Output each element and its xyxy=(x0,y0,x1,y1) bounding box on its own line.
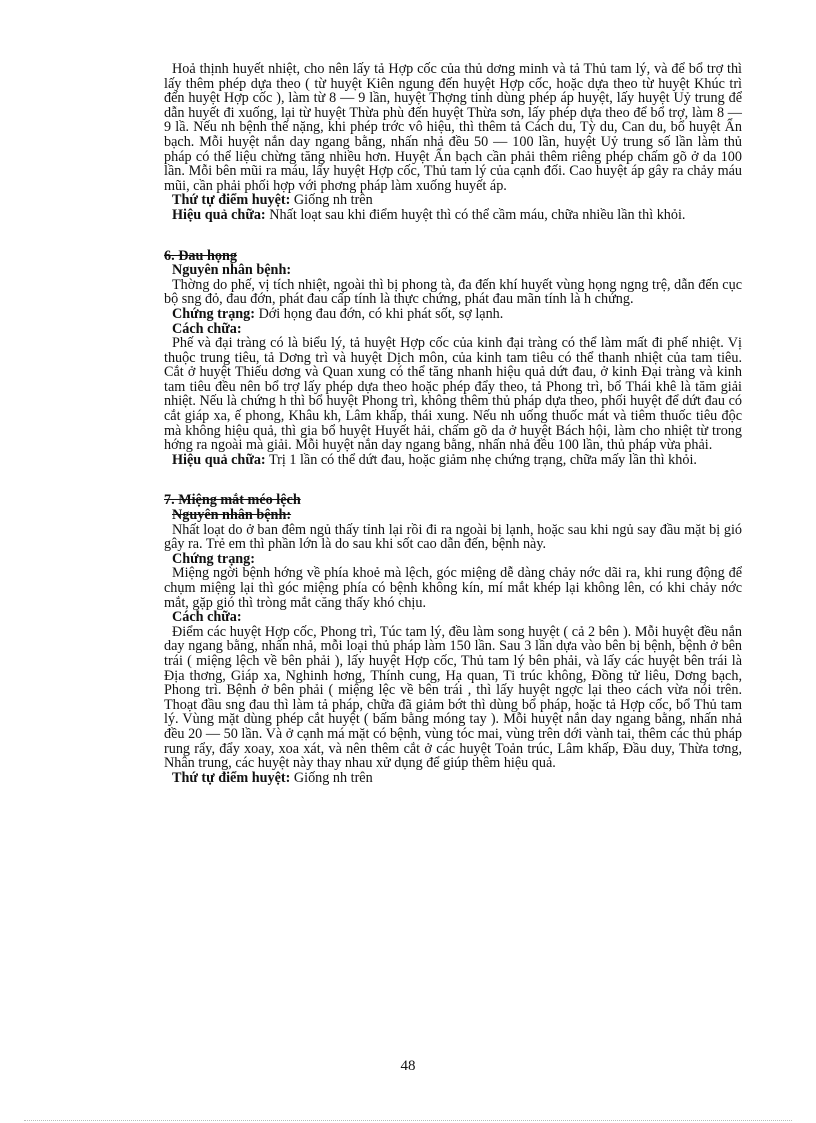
effect-label: Hiệu quả chữa: xyxy=(172,451,266,468)
treatment-text: Điểm các huyệt Hợp cốc, Phong trì, Túc tam lý, đều làm song huyệt ( cả 2 bên ). Mỗi huyệt đều nắn day ngang bằng, nhấn nhả, mỗi loại thủ pháp làm 150 lần. Sau 3 lần dựa vào bên bị bệnh, bệnh ở bên trái ( miệng lệch về bên phải ), lấy huyệt Hợp cốc, Thủ tam lý bên phải, và lấy các huyệt bên trái là Địa thơng, Giáp xa, Nghinh hơng, Thính cung, Hạ quan, Ti trúc không, Đồng tử liêu, Dơng bạch, Phong trì. Bệnh ở bên phải ( miệng lệc về bên trái , thì lấy huyệt ngợc lại theo cách vừa nói trên. Thoạt đầu sng đau thì làm tả pháp, chữa đã giảm bớt thì dùng bổ pháp, hoặc tả Hợp cốc, bổ Thủ tam lý. Vùng mặt dùng phép cắt huyệt ( bấm bằng móng tay ). Mỗi huyệt nắn day ngang bằng, nhấn nhả đều 20 — 50 lần. Và ở cạnh má mặt có bệnh, vùng tóc mai, vùng trên dới vành tai, thêm các thủ pháp rung rẩy, đẩy xoay, xoa xát, và nên thêm cắt ở các huyệt Toản trúc, Lâm khấp, Đầu duy, Thừa tơng, Nhân trung, các huyệt này thay nhau xử dụng để giúp thêm hiệu quả. xyxy=(164,623,742,772)
effect-line xyxy=(164,453,742,468)
order-label: Thứ tự điểm huyệt: xyxy=(172,769,291,786)
document-body xyxy=(164,62,742,785)
effect-label: Hiệu quả chữa: xyxy=(172,206,266,223)
effect-line xyxy=(164,208,742,223)
order-text: Giống nh trên xyxy=(293,769,373,786)
symptom-label: Chứng trạng: xyxy=(172,550,256,567)
paragraph-nosebleed-treatment: Hoả thịnh huyết nhiệt, cho nên lấy tả Hợp cốc của thủ dơng minh và tả Thủ tam lý, và để bổ trợ thì lấy thêm phép dựa theo ( từ huyệt Kiên ngung đến huyệt Hợp cốc, hoặc dựa theo từ huyệt Khúc trì đến huyệt Hợp cốc ), làm từ 8 — 9 lần, huyệt Thợng tinh dùng phép áp huyệt, lấy huyệt Uỷ trung để dẫn huyết đi xuống, lại từ huyệt Thừa phù đến huyệt Thừa sơn, lấy phép dựa theo để bổ trợ, làm 8 — 9 lầ. Nếu nh bệnh thế nặng, khi phép trớc vô hiệu, thì thêm tả Cách du, Tỳ du, Can du, bổ huyệt Ẩn bạch. Mỗi huyệt nắn day ngang bằng, nhấn nhả đều 50 — 100 lần, huyệt Uỷ trung số lần làm thủ pháp có thể liệu chừng tăng nhiều hơn. Huyệt Ẩn bạch cần phải thêm riêng phép chấm gõ ở da 100 lần. Mỗi bên mũi ra máu, lấy huyệt Hợp cốc, Thủ tam lý của cạnh đối. Cao huyệt áp gây ra chảy máu mũi, cần phải phối hợp với phơng pháp làm xuống huyết áp. xyxy=(164,61,742,194)
section-title-sore-throat: 6. Đau họng xyxy=(164,247,237,264)
symptom-text: Dới họng đau đớn, có khi phát sốt, sợ lạnh. xyxy=(258,305,504,322)
order-line xyxy=(164,193,742,208)
symptom-text: Miệng ngời bệnh hớng về phía khoẻ mà lệch, góc miệng dễ dàng chảy nớc dãi ra, khi rung động để chụm miệng lại thì góc miệng phía có bệnh không kín, mí mắt khép lại không lên, có khi chảy nớc mắt, gặp gió thì tròng mắt căng thấy khó chịu. xyxy=(164,565,742,611)
page-number: 48 xyxy=(400,1058,416,1074)
symptom-line xyxy=(164,307,742,322)
cause-label: Nguyên nhân bệnh: xyxy=(172,507,292,524)
page-bottom-divider xyxy=(24,1120,792,1121)
order-line xyxy=(164,771,742,786)
effect-text: Trị 1 lần có thể dứt đau, hoặc giảm nhẹ chứng trạng, chữa mấy lần thì khỏi. xyxy=(268,451,697,468)
section-title-facial-palsy: 7. Miệng mắt méo lệch xyxy=(164,492,301,509)
cause-text: Nhất loạt do ở ban đêm ngủ thấy tỉnh lại rồi đi ra ngoài bị lạnh, hoặc sau khi ngủ say đầu mặt bị gió gây ra. Trẻ em thì phần lớn là do sau khi sốt cao dẫn đến, bệnh này. xyxy=(164,521,742,553)
cause-text: Thờng do phế, vị tích nhiệt, ngoài thì bị phong tà, đa đến khí huyết vùng họng ngng trệ, dẫn đến cục bộ sng đỏ, đau đớn, phát đau cấp tính là thực chứng, phát đau mãn tính là h chứng. xyxy=(164,276,742,308)
effect-text: Nhất loạt sau khi điểm huyệt thì có thể cầm máu, chữa nhiều lần thì khỏi. xyxy=(269,206,686,223)
treatment-label: Cách chữa: xyxy=(172,320,242,337)
treatment-text: Phế và đại tràng có là biểu lý, tả huyệt Hợp cốc của kinh đại tràng có thể làm mất đi phế nhiệt. Vị thuộc trung tiêu, tả Dơng trì và huyệt Dịch môn, của kinh tam tiêu có thể thanh nhiệt của tam tiêu. Cắt ở huyệt Thiếu dơng và Quan xung có thể tăng nhanh hiệu quả dứt đau, ở kinh Đại tràng và kinh tam tiêu đều nên bổ trợ lấy phép dựa theo hoặc phép đẩy theo, tả Phong trì, bổ Thái khê là tăm giải nhiệt. Nếu là chứng h thì bổ huyệt Phong trì, không thêm thủ pháp dựa theo, phối huyệt để dứt đau có cắt giáp xa, ế phong, Khâu kh, Lâm khấp, thái xung. Nếu nh uống thuốc mát và tiêm thuốc tiêu độc mà không hiệu quả, thì gia bổ huyệt Huyết hải, chấm gõ da ở huyệt Bách hội, làm cho nhiệt từ trong hớng ra ngoài mà giải. Mỗi huyệt nắn day ngang bằng, nhấn nhả đều 100 lần, thủ pháp vừa phải. xyxy=(164,335,742,454)
treatment-label: Cách chữa: xyxy=(172,609,242,626)
order-text: Giống nh trên xyxy=(293,192,373,209)
cause-label: Nguyên nhân bệnh: xyxy=(172,262,292,279)
symptom-label: Chứng trạng: xyxy=(172,305,256,322)
order-label: Thứ tự điểm huyệt: xyxy=(172,192,291,209)
